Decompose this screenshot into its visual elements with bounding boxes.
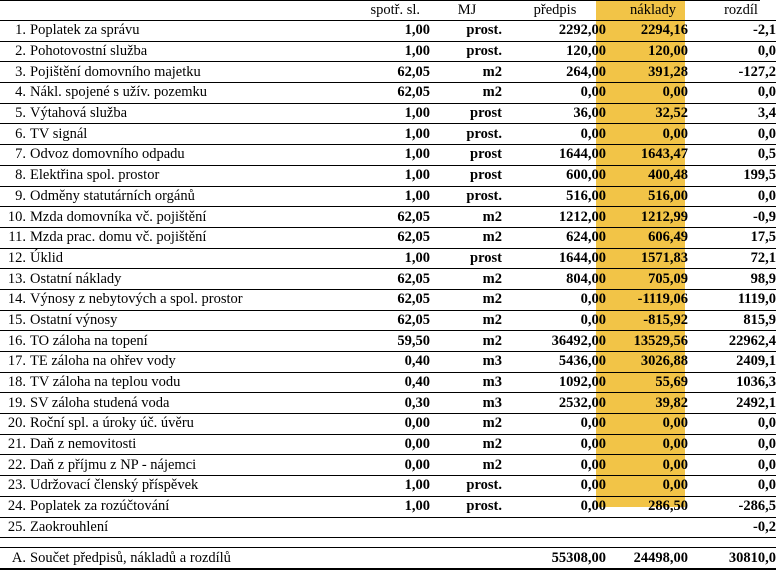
row-num: 3.: [0, 62, 28, 83]
row-spotreba: 62,05: [336, 227, 432, 248]
row-name: TE záloha na ohřev vody: [28, 352, 336, 373]
row-predpis: 5436,00: [504, 352, 608, 373]
row-rozdil: -127,2: [698, 62, 776, 83]
row-spotreba: 1,00: [336, 476, 432, 497]
row-rozdil: 0,0: [698, 414, 776, 435]
row-spotreba: 0,00: [336, 455, 432, 476]
row-num: 23.: [0, 476, 28, 497]
row-num: 22.: [0, 455, 28, 476]
row-rozdil: 1119,0: [698, 289, 776, 310]
row-name: Nákl. spojené s užív. pozemku: [28, 83, 336, 104]
header-mj: MJ: [432, 0, 504, 21]
row-spotreba: 59,50: [336, 331, 432, 352]
table-row: [0, 434, 776, 455]
row-name: Udržovací členský příspěvek: [28, 476, 336, 497]
row-name: Poplatek za rozúčtování: [28, 496, 336, 517]
row-rozdil: 17,5: [698, 227, 776, 248]
table-body: [0, 21, 776, 538]
row-spotreba: 62,05: [336, 289, 432, 310]
row-rozdil: 72,1: [698, 248, 776, 269]
row-num: 4.: [0, 83, 28, 104]
row-rozdil: 0,0: [698, 83, 776, 104]
row-mj: prost.: [432, 496, 504, 517]
row-mj: m2: [432, 455, 504, 476]
table-row: [0, 289, 776, 310]
row-name: TV záloha na teplou vodu: [28, 372, 336, 393]
row-mj: m3: [432, 372, 504, 393]
row-spotreba: 0,00: [336, 414, 432, 435]
row-spotreba: 62,05: [336, 207, 432, 228]
row-num: 17.: [0, 352, 28, 373]
row-predpis: 264,00: [504, 62, 608, 83]
row-name: Mzda domovníka vč. pojištění: [28, 207, 336, 228]
table-row: [0, 83, 776, 104]
table-row: [0, 393, 776, 414]
row-num: 2.: [0, 41, 28, 62]
total-spotreba: [336, 548, 432, 570]
table-row: [0, 517, 776, 538]
row-mj: prost: [432, 103, 504, 124]
row-spotreba: 1,00: [336, 165, 432, 186]
row-mj: prost: [432, 248, 504, 269]
row-rozdil: 199,5: [698, 165, 776, 186]
row-spotreba: 0,00: [336, 434, 432, 455]
row-spotreba: 1,00: [336, 248, 432, 269]
row-rozdil: -286,5: [698, 496, 776, 517]
row-predpis: 0,00: [504, 310, 608, 331]
row-mj: prost.: [432, 21, 504, 42]
row-predpis: 0,00: [504, 83, 608, 104]
header-naklady: náklady: [608, 0, 698, 21]
row-predpis: 1092,00: [504, 372, 608, 393]
row-naklady: 0,00: [608, 476, 698, 497]
table-row: [0, 124, 776, 145]
row-mj: m2: [432, 62, 504, 83]
table-row: [0, 331, 776, 352]
row-num: 20.: [0, 414, 28, 435]
row-name: Roční spl. a úroky úč. úvěru: [28, 414, 336, 435]
row-predpis: 0,00: [504, 289, 608, 310]
row-num: 25.: [0, 517, 28, 538]
spacer-row: [0, 538, 776, 548]
table-row: [0, 414, 776, 435]
row-rozdil: 3,4: [698, 103, 776, 124]
row-naklady: 1212,99: [608, 207, 698, 228]
row-naklady: 0,00: [608, 124, 698, 145]
row-predpis: 0,00: [504, 414, 608, 435]
row-num: 5.: [0, 103, 28, 124]
total-predpis: 55308,00: [504, 548, 608, 570]
row-spotreba: 0,40: [336, 372, 432, 393]
row-mj: [432, 517, 504, 538]
row-naklady: 3026,88: [608, 352, 698, 373]
row-naklady: 1643,47: [608, 145, 698, 166]
row-rozdil: -2,1: [698, 21, 776, 42]
row-mj: m2: [432, 414, 504, 435]
row-mj: m2: [432, 269, 504, 290]
row-predpis: 2292,00: [504, 21, 608, 42]
row-rozdil: 2409,1: [698, 352, 776, 373]
row-spotreba: 1,00: [336, 41, 432, 62]
row-num: 21.: [0, 434, 28, 455]
table-row: [0, 269, 776, 290]
row-naklady: 0,00: [608, 434, 698, 455]
table-row: [0, 165, 776, 186]
table-row: [0, 310, 776, 331]
row-spotreba: 62,05: [336, 269, 432, 290]
row-spotreba: 1,00: [336, 145, 432, 166]
row-naklady: 286,50: [608, 496, 698, 517]
row-naklady: 606,49: [608, 227, 698, 248]
row-rozdil: 2492,1: [698, 393, 776, 414]
total-rozdil: 30810,0: [698, 548, 776, 570]
row-spotreba: 1,00: [336, 496, 432, 517]
row-rozdil: 0,0: [698, 41, 776, 62]
row-mj: m2: [432, 227, 504, 248]
row-num: 13.: [0, 269, 28, 290]
row-spotreba: 1,00: [336, 124, 432, 145]
row-spotreba: 62,05: [336, 310, 432, 331]
row-naklady: 0,00: [608, 455, 698, 476]
row-mj: m2: [432, 289, 504, 310]
row-predpis: 600,00: [504, 165, 608, 186]
row-num: 14.: [0, 289, 28, 310]
row-spotreba: 0,40: [336, 352, 432, 373]
row-rozdil: 1036,3: [698, 372, 776, 393]
row-mj: prost.: [432, 124, 504, 145]
row-predpis: 0,00: [504, 496, 608, 517]
row-name: Výtahová služba: [28, 103, 336, 124]
header-num: [0, 0, 28, 21]
row-name: TO záloha na topení: [28, 331, 336, 352]
table-row: [0, 186, 776, 207]
row-rozdil: 0,0: [698, 124, 776, 145]
row-name: TV signál: [28, 124, 336, 145]
header-predpis: předpis: [504, 0, 608, 21]
total-name: Součet předpisů, nákladů a rozdílů: [28, 548, 336, 570]
header-rozdil: rozdíl: [698, 0, 776, 21]
table-row: [0, 21, 776, 42]
row-predpis: 1644,00: [504, 248, 608, 269]
row-mj: m3: [432, 393, 504, 414]
row-num: 10.: [0, 207, 28, 228]
row-spotreba: 62,05: [336, 62, 432, 83]
row-name: Mzda prac. domu vč. pojištění: [28, 227, 336, 248]
total-mj: [432, 548, 504, 570]
row-rozdil: 815,9: [698, 310, 776, 331]
row-naklady: 705,09: [608, 269, 698, 290]
row-name: SV záloha studená voda: [28, 393, 336, 414]
row-rozdil: 98,9: [698, 269, 776, 290]
row-naklady: -815,92: [608, 310, 698, 331]
row-rozdil: 0,5: [698, 145, 776, 166]
row-rozdil: 0,0: [698, 186, 776, 207]
row-rozdil: 22962,4: [698, 331, 776, 352]
row-name: Daň z příjmu z NP - nájemci: [28, 455, 336, 476]
row-mj: m3: [432, 352, 504, 373]
table-row: [0, 145, 776, 166]
table-row: [0, 248, 776, 269]
row-num: 11.: [0, 227, 28, 248]
total-naklady: 24498,00: [608, 548, 698, 570]
row-num: 9.: [0, 186, 28, 207]
row-num: 24.: [0, 496, 28, 517]
row-mj: m2: [432, 434, 504, 455]
row-predpis: 120,00: [504, 41, 608, 62]
row-spotreba: 1,00: [336, 103, 432, 124]
row-predpis: 36492,00: [504, 331, 608, 352]
row-predpis: 36,00: [504, 103, 608, 124]
row-spotreba: 62,05: [336, 83, 432, 104]
row-naklady: 39,82: [608, 393, 698, 414]
row-naklady: 32,52: [608, 103, 698, 124]
row-name: Ostatní výnosy: [28, 310, 336, 331]
row-predpis: 624,00: [504, 227, 608, 248]
row-naklady: 1571,83: [608, 248, 698, 269]
row-name: Odvoz domovního odpadu: [28, 145, 336, 166]
row-rozdil: -0,9: [698, 207, 776, 228]
row-num: 16.: [0, 331, 28, 352]
row-mj: prost.: [432, 41, 504, 62]
header-spotreba: spotř. sl.: [336, 0, 432, 21]
row-rozdil: 0,0: [698, 434, 776, 455]
row-naklady: 0,00: [608, 83, 698, 104]
row-spotreba: [336, 517, 432, 538]
row-predpis: 0,00: [504, 455, 608, 476]
table-row: [0, 476, 776, 497]
row-mj: prost: [432, 165, 504, 186]
row-mj: m2: [432, 331, 504, 352]
row-name: Výnosy z nebytových a spol. prostor: [28, 289, 336, 310]
total-row: [0, 548, 776, 570]
row-naklady: 120,00: [608, 41, 698, 62]
row-rozdil: -0,2: [698, 517, 776, 538]
row-num: 19.: [0, 393, 28, 414]
row-mj: m2: [432, 207, 504, 228]
row-predpis: 516,00: [504, 186, 608, 207]
row-naklady: -1119,06: [608, 289, 698, 310]
row-rozdil: 0,0: [698, 455, 776, 476]
row-predpis: 0,00: [504, 434, 608, 455]
row-name: Odměny statutárních orgánů: [28, 186, 336, 207]
row-num: 15.: [0, 310, 28, 331]
row-spotreba: 1,00: [336, 21, 432, 42]
table-row: [0, 227, 776, 248]
row-predpis: 0,00: [504, 476, 608, 497]
table-row: [0, 496, 776, 517]
table-row: [0, 372, 776, 393]
row-naklady: 13529,56: [608, 331, 698, 352]
table-row: [0, 62, 776, 83]
row-rozdil: 0,0: [698, 476, 776, 497]
row-naklady: 400,48: [608, 165, 698, 186]
row-name: Elektřina spol. prostor: [28, 165, 336, 186]
row-name: Ostatní náklady: [28, 269, 336, 290]
row-naklady: 391,28: [608, 62, 698, 83]
row-spotreba: 0,30: [336, 393, 432, 414]
table-row: [0, 352, 776, 373]
total-num: A.: [0, 548, 28, 570]
row-name: Úklid: [28, 248, 336, 269]
row-num: 7.: [0, 145, 28, 166]
row-predpis: 2532,00: [504, 393, 608, 414]
header-name: [28, 0, 336, 21]
row-predpis: 1644,00: [504, 145, 608, 166]
table-header-row: [0, 0, 776, 21]
row-naklady: 2294,16: [608, 21, 698, 42]
row-naklady: 516,00: [608, 186, 698, 207]
row-naklady: 0,00: [608, 414, 698, 435]
row-predpis: [504, 517, 608, 538]
row-name: Pojištění domovního majetku: [28, 62, 336, 83]
row-name: Pohotovostní služba: [28, 41, 336, 62]
row-spotreba: 1,00: [336, 186, 432, 207]
table-row: [0, 207, 776, 228]
row-naklady: [608, 517, 698, 538]
row-num: 6.: [0, 124, 28, 145]
row-naklady: 55,69: [608, 372, 698, 393]
row-mj: m2: [432, 83, 504, 104]
row-predpis: 0,00: [504, 124, 608, 145]
row-mj: prost.: [432, 476, 504, 497]
row-name: Daň z nemovitosti: [28, 434, 336, 455]
row-predpis: 804,00: [504, 269, 608, 290]
row-num: 12.: [0, 248, 28, 269]
row-mj: m2: [432, 310, 504, 331]
row-num: 8.: [0, 165, 28, 186]
row-name: Poplatek za správu: [28, 21, 336, 42]
row-mj: prost: [432, 145, 504, 166]
row-num: 1.: [0, 21, 28, 42]
table-row: [0, 455, 776, 476]
table-row: [0, 41, 776, 62]
row-predpis: 1212,00: [504, 207, 608, 228]
row-name: Zaokrouhlení: [28, 517, 336, 538]
table-row: [0, 103, 776, 124]
row-mj: prost.: [432, 186, 504, 207]
row-num: 18.: [0, 372, 28, 393]
